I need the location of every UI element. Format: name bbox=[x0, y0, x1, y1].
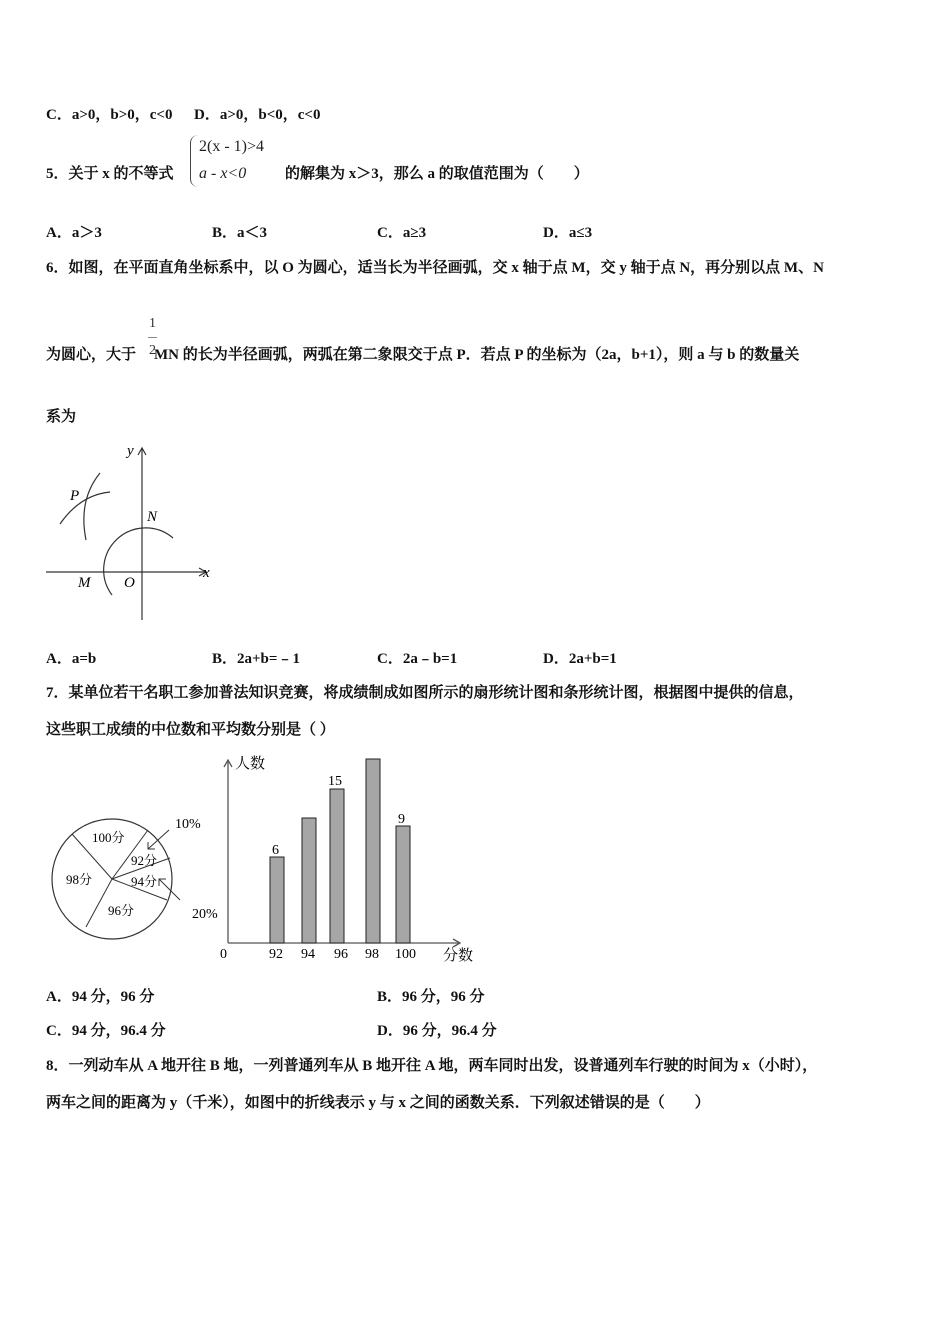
bar-tick-100: 100 bbox=[395, 947, 416, 962]
coordinate-figure bbox=[40, 440, 230, 630]
label-o: O bbox=[124, 575, 135, 591]
bar-value-100: 9 bbox=[398, 812, 405, 827]
q8-line1: 8．一列动车从 A 地开往 B 地，一列普通列车从 B 地开往 A 地，两车同时出发，设普通列车行驶的时间为 x（小时）， bbox=[46, 1058, 818, 1074]
q7-line1: 7．某单位若干名职工参加普法知识竞赛，将成绩制成如图所示的扇形统计图和条形统计图，根据图中提供的信息， bbox=[46, 685, 804, 701]
label-m: M bbox=[78, 575, 91, 591]
q7-option-b: B．96 分，96 分 bbox=[377, 989, 485, 1005]
pie-label-94: 94分 bbox=[131, 874, 158, 889]
bar-96 bbox=[330, 789, 344, 943]
label-n: N bbox=[147, 509, 158, 525]
q6-line2-prefix: 为圆心，大于 bbox=[46, 347, 137, 363]
bar-ylabel: 人数 bbox=[235, 756, 266, 772]
q5-option-b: B．a＜3 bbox=[212, 225, 268, 241]
q8-line2: 两车之间的距离为 y（千米），如图中的折线表示 y 与 x 之间的函数关系．下列叙述错误的是（ ） bbox=[46, 1095, 710, 1111]
q7-option-d: D．96 分，96.4 分 bbox=[377, 1023, 497, 1039]
bar-tick-92: 92 bbox=[269, 947, 283, 962]
q6-option-b: B．2a+b=﹣1 bbox=[212, 651, 300, 667]
pie-label-100: 100分 bbox=[92, 830, 125, 845]
bar-tick-98: 98 bbox=[365, 947, 379, 962]
q5-option-a: A．a＞3 bbox=[46, 225, 102, 241]
q5-suffix: 的解集为 x＞3，那么 a 的取值范围为（ ） bbox=[285, 166, 589, 182]
q7-option-a: A．94 分，96 分 bbox=[46, 989, 155, 1005]
q6-line2 bbox=[46, 343, 799, 364]
q5-system-line2: a - x<0 bbox=[199, 165, 247, 182]
pie-annot-20pct: 20% bbox=[192, 907, 218, 922]
fraction-denominator: 2 bbox=[149, 343, 156, 358]
q6-line2-suffix: MN 的长为半径画弧，两弧在第二象限交于点 P．若点 P 的坐标为（2a，b+1），则 a 与 b 的数量关 bbox=[154, 347, 800, 363]
q4-option-d-text: D．a>0，b<0，c<0 bbox=[193, 107, 321, 123]
bar-98 bbox=[366, 759, 380, 943]
arc-mn bbox=[104, 528, 173, 595]
bar-origin: 0 bbox=[220, 947, 227, 962]
fraction-numerator: 1 bbox=[149, 316, 156, 331]
q7-option-c: C．94 分，96.4 分 bbox=[46, 1023, 166, 1039]
fraction-bar bbox=[148, 337, 157, 338]
q6-option-a: A．a=b bbox=[46, 651, 97, 667]
bar-94 bbox=[302, 818, 316, 943]
q5-option-c: C．a≥3 bbox=[377, 225, 427, 241]
bar-value-92: 6 bbox=[272, 843, 279, 858]
bar-xlabel: 分数 bbox=[443, 948, 474, 964]
pie-label-96: 96分 bbox=[108, 903, 135, 918]
label-p: P bbox=[70, 488, 80, 504]
bar-92 bbox=[270, 857, 284, 943]
bar-tick-96: 96 bbox=[334, 947, 348, 962]
q4-option-c-text: C．a>0，b>0，c<0 bbox=[46, 107, 173, 123]
q6-option-d: D．2a+b=1 bbox=[543, 651, 617, 667]
pie-label-92: 92分 bbox=[131, 853, 158, 868]
label-y: y bbox=[127, 443, 134, 459]
bar-tick-94: 94 bbox=[301, 947, 315, 962]
q6-line3: 系为 bbox=[46, 409, 77, 425]
q6-line1: 6．如图，在平面直角坐标系中，以 O 为圆心，适当长为半径画弧，交 x 轴于点 M，交 y 轴于点 N，再分别以点 M、N bbox=[46, 260, 824, 276]
q5-prefix: 5．关于 x 的不等式 bbox=[46, 166, 174, 182]
q5-option-d: D．a≤3 bbox=[543, 225, 593, 241]
q7-line2: 这些职工成绩的中位数和平均数分别是（ ） bbox=[46, 722, 335, 738]
pie-annot-10pct: 10% bbox=[175, 817, 201, 832]
pie-label-98: 98分 bbox=[66, 872, 93, 887]
q6-option-c: C．2a﹣b=1 bbox=[377, 651, 458, 667]
arc-from-n bbox=[84, 473, 100, 540]
q4-option-c bbox=[46, 103, 320, 124]
bar-chart bbox=[215, 750, 480, 970]
label-x: x bbox=[203, 565, 210, 581]
pie-chart bbox=[45, 800, 225, 950]
q5-system-line1: 2(x - 1)>4 bbox=[199, 138, 265, 155]
bar-100 bbox=[396, 826, 410, 943]
bar-value-96: 15 bbox=[328, 774, 342, 789]
